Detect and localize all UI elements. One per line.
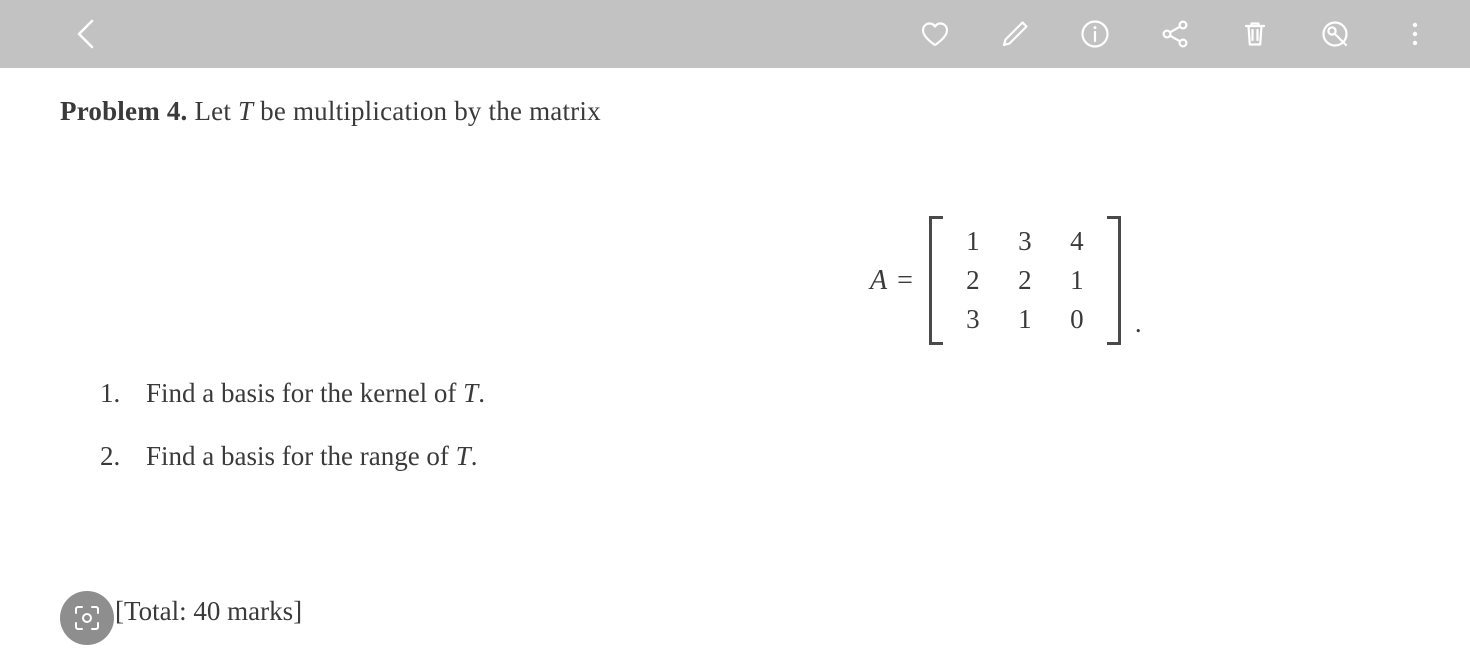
more-options-icon[interactable] [1398, 17, 1432, 51]
total-marks: [Total: 40 marks] [115, 596, 303, 626]
matrix-right-bracket [1107, 216, 1121, 345]
toolbar-actions [918, 17, 1470, 51]
problem-text-post: be multiplication by the matrix [253, 96, 601, 126]
delete-icon[interactable] [1238, 17, 1272, 51]
matrix-cell: 3 [966, 304, 980, 334]
list-item [100, 378, 1000, 409]
lens-icon[interactable] [1318, 17, 1352, 51]
list-item-text-pre: Find a basis for the range of [146, 441, 456, 471]
matrix-cell: 3 [1018, 226, 1032, 256]
list-item-text [146, 378, 485, 409]
equation-punctuation: . [1134, 308, 1142, 338]
list-item-text-post: . [478, 378, 485, 408]
info-icon[interactable] [1078, 17, 1112, 51]
matrix-cell: 0 [1070, 304, 1084, 334]
toolbar-left-group [0, 17, 120, 51]
top-toolbar [0, 0, 1470, 68]
list-item-text [146, 441, 477, 472]
matrix-cell: 2 [966, 265, 980, 295]
list-item [100, 441, 1000, 472]
favorite-icon[interactable] [918, 17, 952, 51]
problem-statement [60, 96, 601, 127]
edit-icon[interactable] [998, 17, 1032, 51]
matrix-cell: 2 [1018, 265, 1032, 295]
list-item-number: 1. [100, 378, 121, 408]
question-list [100, 378, 1000, 504]
equation-lhs: A [870, 264, 888, 296]
list-item-text-pre: Find a basis for the kernel of [146, 378, 464, 408]
document-page [0, 68, 1470, 667]
matrix-values [943, 216, 1107, 345]
list-item-variable: T [455, 441, 471, 471]
matrix-cell: 1 [1070, 265, 1084, 295]
problem-text-pre: Let [194, 96, 238, 126]
share-icon[interactable] [1158, 17, 1192, 51]
problem-label: Problem 4. [60, 96, 188, 126]
equation-equals: = [897, 264, 913, 296]
problem-variable: T [237, 96, 254, 126]
matrix-cell: 1 [966, 226, 980, 256]
list-item-variable: T [463, 378, 479, 408]
list-item-text-post: . [470, 441, 478, 471]
matrix-equation [870, 216, 1142, 345]
matrix-cell: 1 [1018, 304, 1032, 334]
matrix-left-bracket [929, 216, 943, 345]
list-item-number: 2. [100, 441, 121, 471]
back-arrow-icon[interactable] [70, 17, 104, 51]
matrix-cell: 4 [1070, 226, 1084, 256]
scan-icon[interactable] [60, 591, 114, 645]
